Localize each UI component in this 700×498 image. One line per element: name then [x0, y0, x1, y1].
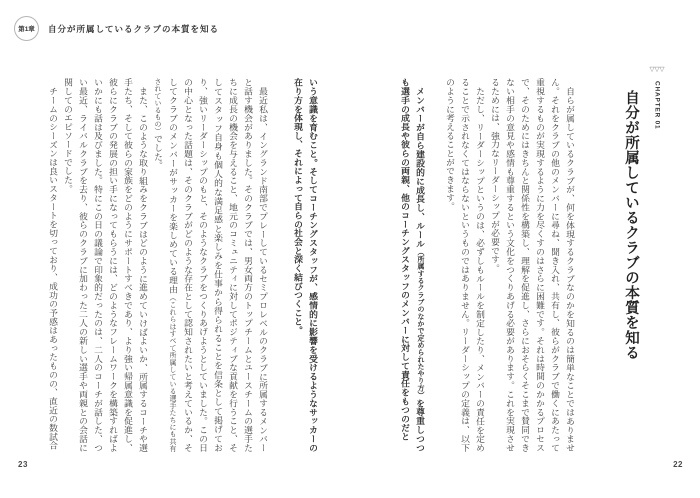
body-paragraph — [442, 78, 487, 452]
text-segment: いう意識を育むこと。そしてコーチングスタッフが、感情的に影響を受けるようなサッカーの在り方を体現し、それによって自らの社会と深く結びつくこと。 — [293, 78, 318, 452]
page-left — [28, 58, 320, 452]
text-segment: メンバーが自ら建設的に成長し、ルール — [415, 86, 425, 249]
page-number-right: 22 — [673, 460, 683, 469]
text-segment: を尊重しつつも選手の成長や彼らの両親、他のコーチングスタッフのメンバーに対して責任をもつのだと — [400, 78, 425, 452]
chapter-number-badge — [14, 16, 39, 41]
body-paragraph — [45, 78, 60, 452]
text-segment: チームのシーズンは良いスタートを切っており、成功の予感はあったものの、直近の数試合 — [48, 86, 58, 450]
left-page-body — [45, 58, 320, 452]
inline-note-text: （所属するクラブのなかで定められたやり方） — [417, 248, 424, 399]
chapter-marker — [650, 58, 664, 148]
running-head-title: 自分が所属しているクラブの本質を知る — [48, 24, 220, 34]
page-number-left: 23 — [18, 460, 28, 469]
running-head — [0, 0, 700, 52]
triangle-down-glyph: ▽ — [659, 66, 665, 73]
body-paragraph — [487, 78, 577, 452]
chapter-number-label: 第1章 — [18, 26, 35, 33]
page-title: 自分が所属しているクラブの本質を知る — [623, 90, 639, 360]
text-segment: 自らが属しているクラブが、何を体現するクラブなのかを知るのは簡単なことではありません。それをクラブの他のメンバーに尋ね、聞き入れ、共有し、彼らがクラブで働くにあたって重視するものが実現するように力を尽くすのはさらに困難です。それは時間のかかるプロセスで、そのためにはきちんと関係性を構築し、理解を促進し、さらにおそらくそこまで賛同できない相手の意見や感情も尊重するという文化をつくりあげる必要があります。これを実現させるためには、強力なリーダーシップが必要です。 — [490, 78, 575, 452]
text-segment: 最近私は、イングランド南部でプレーしているセミプロレベルのクラブに所属するメンバーと話す機会がありました。そのクラブでは、男女両方のトップチームとユースチームの選手たちに成長の機会を与えること、地元のコミュニティに対してポジティブな貢献を行うこと、そしてスタッフ自身も個人的な満足感と楽しみを仕事から得られることを信条として掲げており、強いリーダーシップのもと、そのようなクラブをつくりあげようとしていました。この日の中心となった話題は、そのクラブがどのような存在として認知されたいと考えているか、そしてクラブのメンバーがサッカーを楽しめている理由 — [168, 78, 268, 452]
triangle-down-icon — [650, 58, 665, 76]
right-page-body — [397, 58, 577, 452]
chapter-label: CHAPTER 01 — [653, 81, 661, 130]
inline-note-text: （これらはすべて所属している選手たちにも共有されているもの） — [154, 78, 177, 452]
definition-paragraph — [290, 78, 320, 452]
body-paragraph — [60, 78, 150, 452]
text-segment: ただし、リーダーシップというのは、必ずしもルールを制定したり、メンバーの責任を定めることで示されなくてはならないというものではありません。リーダーシップの定義は、以下のように考えることができます。 — [445, 78, 485, 452]
triangle-down-glyph: ▽ — [654, 66, 660, 73]
text-segment: また、このような取り組みをクラブはどのように進めていけばよいか、所属するコーチや選手たち、そして彼らの家族をどのようにサポートすべきであり、より強い帰属意識を促進し、彼らにクラブの発展の担い手になってもらうには、どのようなフレームワークを構築すればよいかにも話は及びました。特にこの日の議論で印象的だったのは、二人のコーチが話した、つい最近、ライバルクラブを去り、彼らのクラブに加わった二人の新しい選手や両親との会話に関してのエピソードでした。 — [63, 78, 148, 452]
body-paragraph — [150, 78, 270, 452]
page-right — [398, 58, 664, 452]
text-segment: でした。 — [153, 134, 163, 170]
triangle-down-glyph: ▽ — [649, 66, 655, 73]
definition-paragraph — [397, 78, 428, 452]
